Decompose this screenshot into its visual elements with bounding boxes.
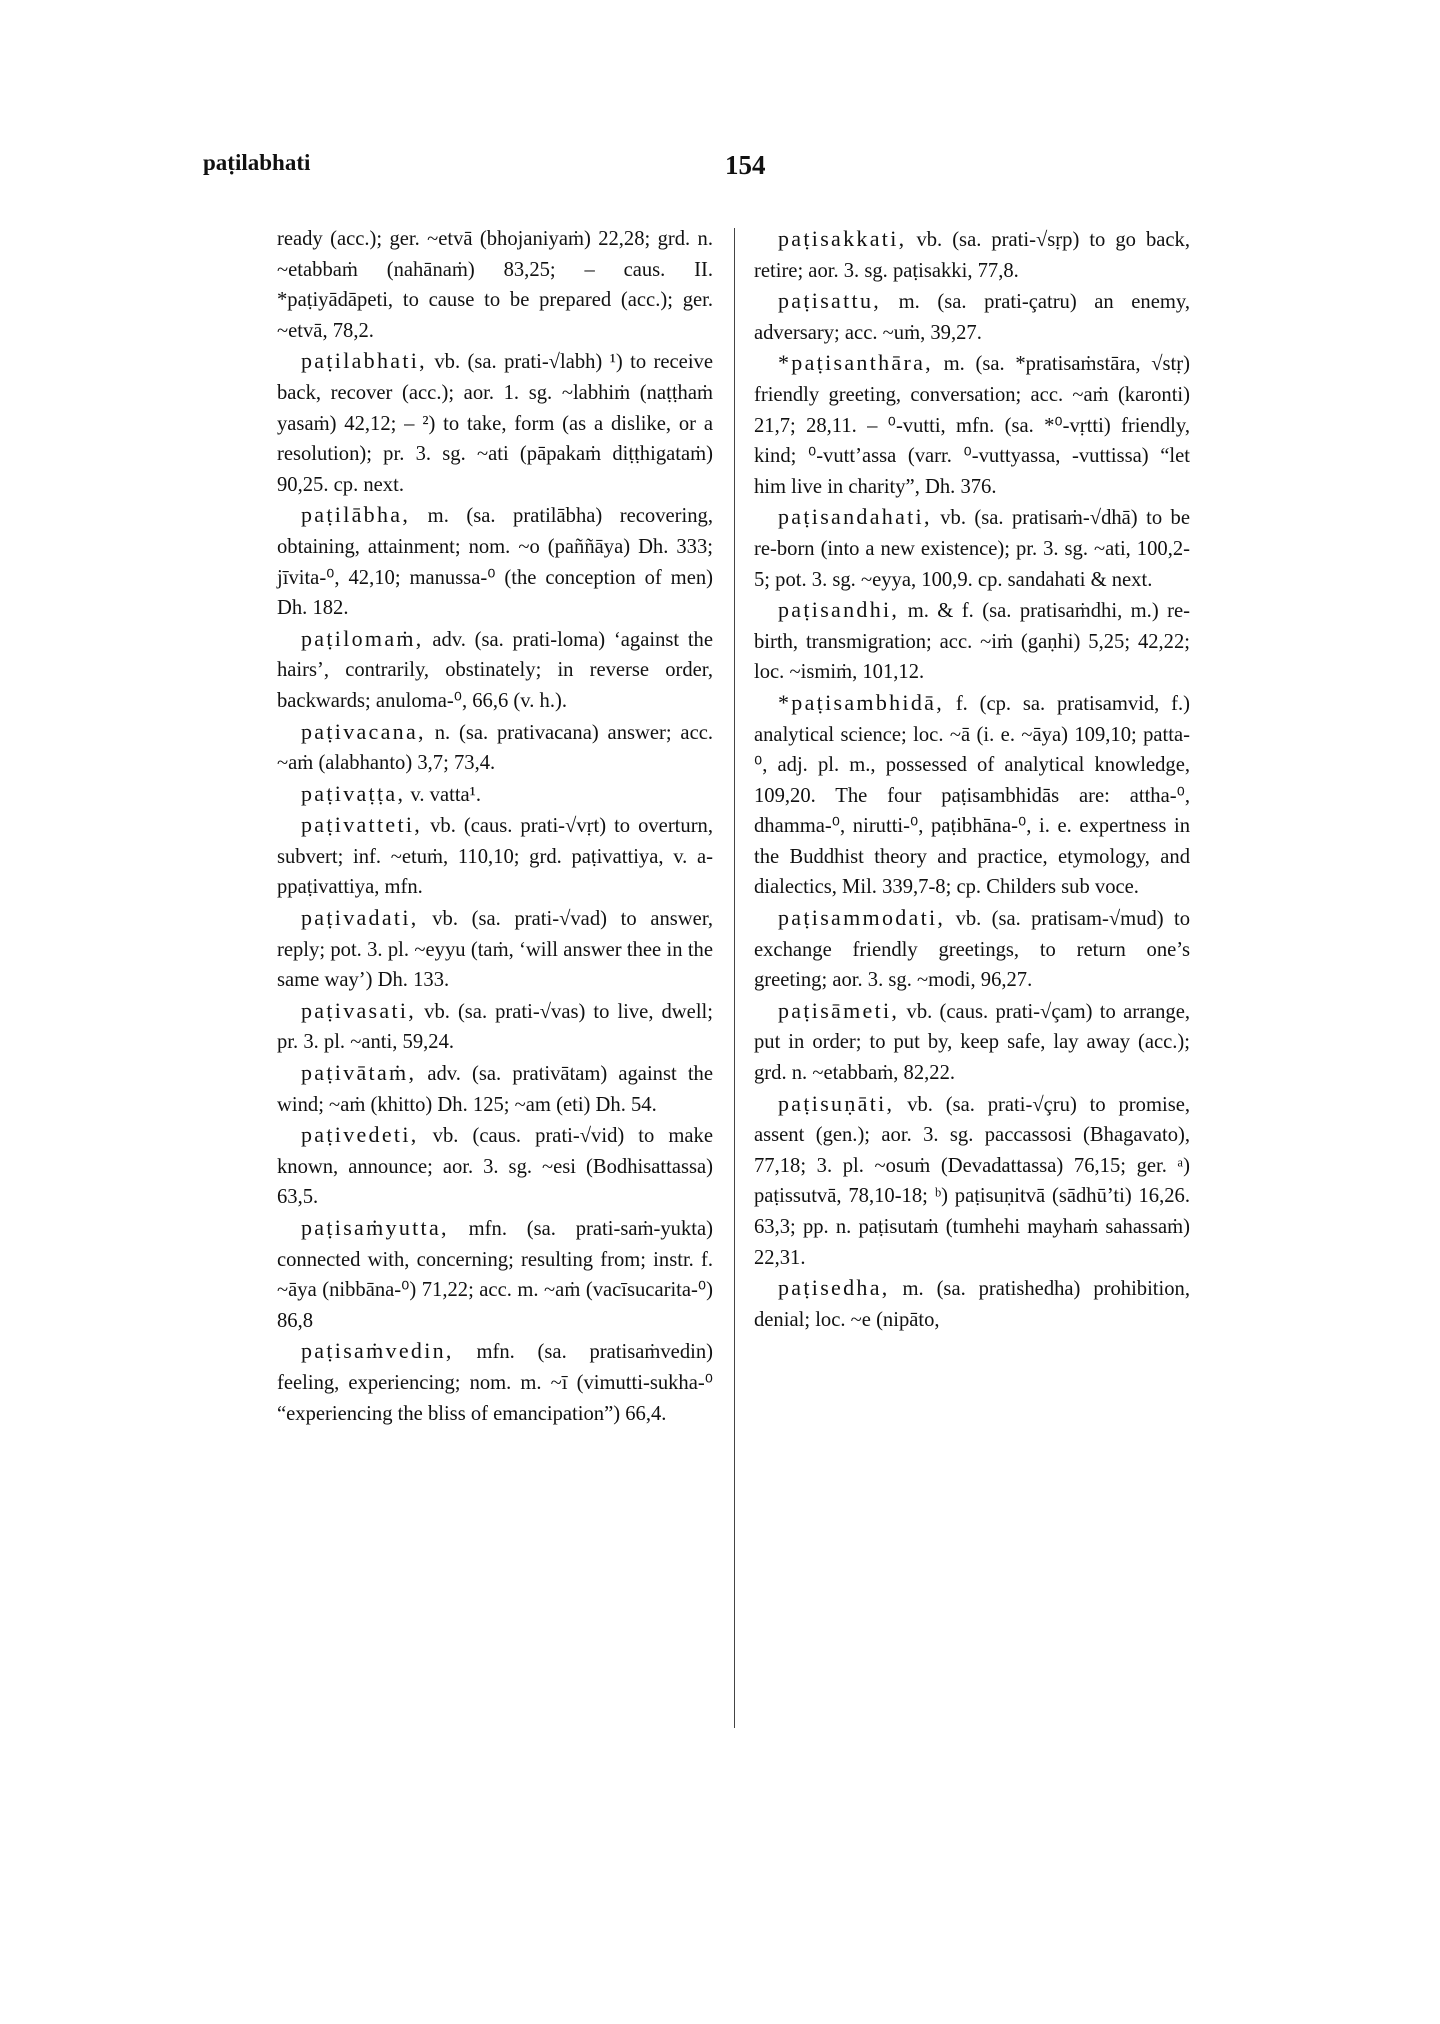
entry-definition: vb. (caus. prati-√vid) to make known, announce; aor. 3. sg. ~esi (Bodhisattassa) 63,5.: [277, 1125, 713, 1209]
dictionary-entry: [277, 996, 713, 1058]
entry-headword: paṭisandhi,: [778, 597, 900, 623]
entry-definition: v. vatta¹.: [410, 783, 482, 806]
entry-definition: m. (sa. *pratisaṁstāra, √stṛ) friendly greeting, conversation; acc. ~aṁ (karonti) 21,7; 28,11. – ⁰-vutti, mfn. (sa. *⁰-vṛtti) friendly, kind; ⁰-vutt’assa (varr. ⁰-vuttyassa, -vuttissa) “let him live in charity”, Dh. 376.: [754, 353, 1190, 498]
dictionary-entry: [754, 348, 1190, 502]
dictionary-entry: [277, 779, 713, 811]
entry-headword: paṭivatteti,: [301, 812, 423, 838]
dictionary-entry: [754, 688, 1190, 903]
entry-headword: paṭisedha,: [778, 1275, 890, 1301]
entry-headword: paṭilabhati,: [301, 348, 427, 374]
right-column: [754, 224, 1190, 1335]
entry-definition: vb. (sa. prati-√çru) to promise, assent (gen.); aor. 3. sg. paccassosi (Bhagavato), 77,18; 3. pl. ~osuṁ (Devadattassa) 76,15; ger. ᵃ) paṭissutvā, 78,10-18; ᵇ) paṭisuṇitvā (sādhū’ti) 16,26. 63,3; pp. n. paṭisutaṁ (tumhehi mayhaṁ sahassaṁ) 22,31.: [754, 1093, 1190, 1269]
entry-headword: paṭilābha,: [301, 502, 411, 528]
dictionary-entry: [277, 346, 713, 500]
entry-headword: paṭivedeti,: [301, 1122, 419, 1148]
dictionary-entry: [277, 810, 713, 903]
entry-definition: mfn. (sa. prati-saṁ-yukta) connected with, concerning; resulting from; instr. f. ~āya (nibbāna-⁰) 71,22; acc. m. ~aṁ (vacīsucarita-⁰) 86,8: [277, 1218, 713, 1332]
entry-definition: adv. (sa. prativātam) against the wind; ~aṁ (khitto) Dh. 125; ~am (eti) Dh. 54.: [277, 1063, 713, 1116]
entry-headword: paṭivacana,: [301, 718, 426, 744]
entry-headword: *paṭisanthāra,: [778, 350, 933, 376]
entry-definition: n. (sa. prativacana) answer; acc. ~aṁ (alabhanto) 3,7; 73,4.: [277, 721, 713, 775]
entry-definition: vb. (sa. pratisam-√mud) to exchange friendly greetings, to return one’s greeting; aor. 3. sg. ~modi, 96,27.: [754, 908, 1190, 992]
entry-definition: vb. (caus. prati-√vṛt) to overturn, subvert; inf. ~etuṁ, 110,10; grd. paṭivattiya, v. a-ppaṭivattiya, mfn.: [277, 815, 714, 899]
dictionary-entry: [277, 624, 713, 717]
entry-definition: vb. (sa. prati-√vad) to answer, reply; pot. 3. pl. ~eyyu (taṁ, ‘will answer thee in the same way’) Dh. 133.: [277, 908, 713, 992]
entry-headword: paṭisattu,: [778, 288, 882, 314]
entry-definition: m. (sa. prati-çatru) an enemy, adversary; acc. ~uṁ, 39,27.: [754, 291, 1190, 344]
dictionary-entry: [754, 595, 1190, 688]
page-number: 154: [725, 150, 766, 180]
entry-headword: paṭivasati,: [301, 997, 417, 1023]
dictionary-entry: [754, 996, 1190, 1089]
dictionary-entry: [277, 1120, 713, 1213]
entry-headword: paṭisakkati,: [778, 226, 907, 251]
dictionary-entry: [754, 224, 1190, 286]
dictionary-entry: [754, 903, 1190, 996]
dictionary-entry: [277, 903, 713, 996]
entry-headword: paṭivātaṁ,: [301, 1060, 417, 1086]
entry-definition: m. & f. (sa. pratisaṁdhi, m.) re-birth, transmigration; acc. ~iṁ (gaṇhi) 5,25; 42,22; loc. ~ismiṁ, 101,12.: [754, 600, 1190, 684]
entry-headword: paṭisāmeti,: [778, 997, 900, 1023]
entry-headword: paṭisaṁyutta,: [301, 1215, 449, 1240]
column-divider: [734, 228, 735, 1728]
dictionary-entry: [277, 224, 713, 346]
dictionary-entry: [754, 1089, 1190, 1274]
entry-headword: paṭisandahati,: [778, 504, 932, 530]
entry-definition: mfn. (sa. pratisaṁvedin) feeling, experiencing; nom. m. ~ī (vimutti-sukha-⁰ “experiencing the bliss of emancipation”) 66,4.: [277, 1341, 713, 1425]
entry-definition: m. (sa. pratilābha) recovering, obtaining, attainment; nom. ~o (paññāya) Dh. 333; jīvita-⁰, 42,10; manussa-⁰ (the conception of men) Dh. 182.: [277, 505, 713, 620]
entry-definition: adv. (sa. prati-loma) ‘against the hairs’, contrarily, obstinately; in reverse order, backwards; anuloma-⁰, 66,6 (v. h.).: [277, 628, 713, 712]
entry-definition: vb. (sa. prati-√sṛp) to go back, retire; aor. 3. sg. paṭisakki, 77,8.: [754, 229, 1190, 282]
entry-definition: vb. (sa. pratisaṁ-√dhā) to be re-born (into a new existence); pr. 3. sg. ~ati, 100,2-5; pot. 3. sg. ~eyya, 100,9. cp. sandahati & next.: [754, 507, 1190, 591]
entry-definition: ready (acc.); ger. ~etvā (bhojaniyaṁ) 22,28; grd. n. ~etabbaṁ (nahānaṁ) 83,25; – caus. II. *paṭiyādāpeti, to cause to be prepared (acc.); ger. ~etvā, 78,2.: [277, 228, 713, 342]
dictionary-entry: [277, 1058, 713, 1120]
entry-headword: paṭisaṁvedin,: [301, 1338, 454, 1364]
entry-headword: paṭilomaṁ,: [301, 625, 424, 651]
dictionary-entry: [277, 1213, 713, 1336]
entry-definition: f. (cp. sa. pratisamvid, f.) analytical science; loc. ~ā (i. e. ~āya) 109,10; patta-⁰, adj. pl. m., possessed of analytical knowledge, 109,20. The four paṭisambhidās are: attha-⁰, dhamma-⁰, nirutti-⁰, paṭibhāna-⁰, i. e. expertness in the Buddhist theory and practice, etymology, and dialectics, Mil. 339,7-8; cp. Childers sub voce.: [754, 692, 1190, 899]
entry-definition: vb. (sa. prati-√labh) ¹) to receive back, recover (acc.); aor. 1. sg. ~labhiṁ (naṭṭhaṁ yasaṁ) 42,12; – ²) to take, form (as a dislike, or a resolution); pr. 3. sg. ~ati (pāpakaṁ diṭṭhigataṁ) 90,25. cp. next.: [277, 351, 713, 496]
running-head-word: paṭilabhati: [203, 150, 311, 175]
entry-headword: *paṭisambhidā,: [778, 689, 945, 715]
entry-definition: vb. (caus. prati-√çam) to arrange, put in order; to put by, keep safe, lay away (acc.); grd. n. ~etabbaṁ, 82,22.: [754, 1000, 1190, 1085]
dictionary-entry: [754, 286, 1190, 348]
dictionary-entry: [754, 1273, 1190, 1335]
entry-headword: paṭisuṇāti,: [778, 1090, 895, 1116]
dictionary-entry: [277, 500, 713, 623]
entry-headword: paṭisammodati,: [778, 905, 946, 931]
entry-headword: paṭivaṭṭa,: [301, 780, 406, 806]
left-column: [277, 224, 713, 1429]
dictionary-entry: [277, 1336, 713, 1429]
dictionary-entry: [754, 502, 1190, 595]
entry-definition: m. (sa. pratishedha) prohibition, denial; loc. ~e (nipāto,: [754, 1278, 1190, 1331]
dictionary-entry: [277, 717, 713, 779]
entry-headword: paṭivadati,: [301, 905, 419, 931]
entry-definition: vb. (sa. prati-√vas) to live, dwell; pr. 3. pl. ~anti, 59,24.: [277, 1000, 713, 1054]
